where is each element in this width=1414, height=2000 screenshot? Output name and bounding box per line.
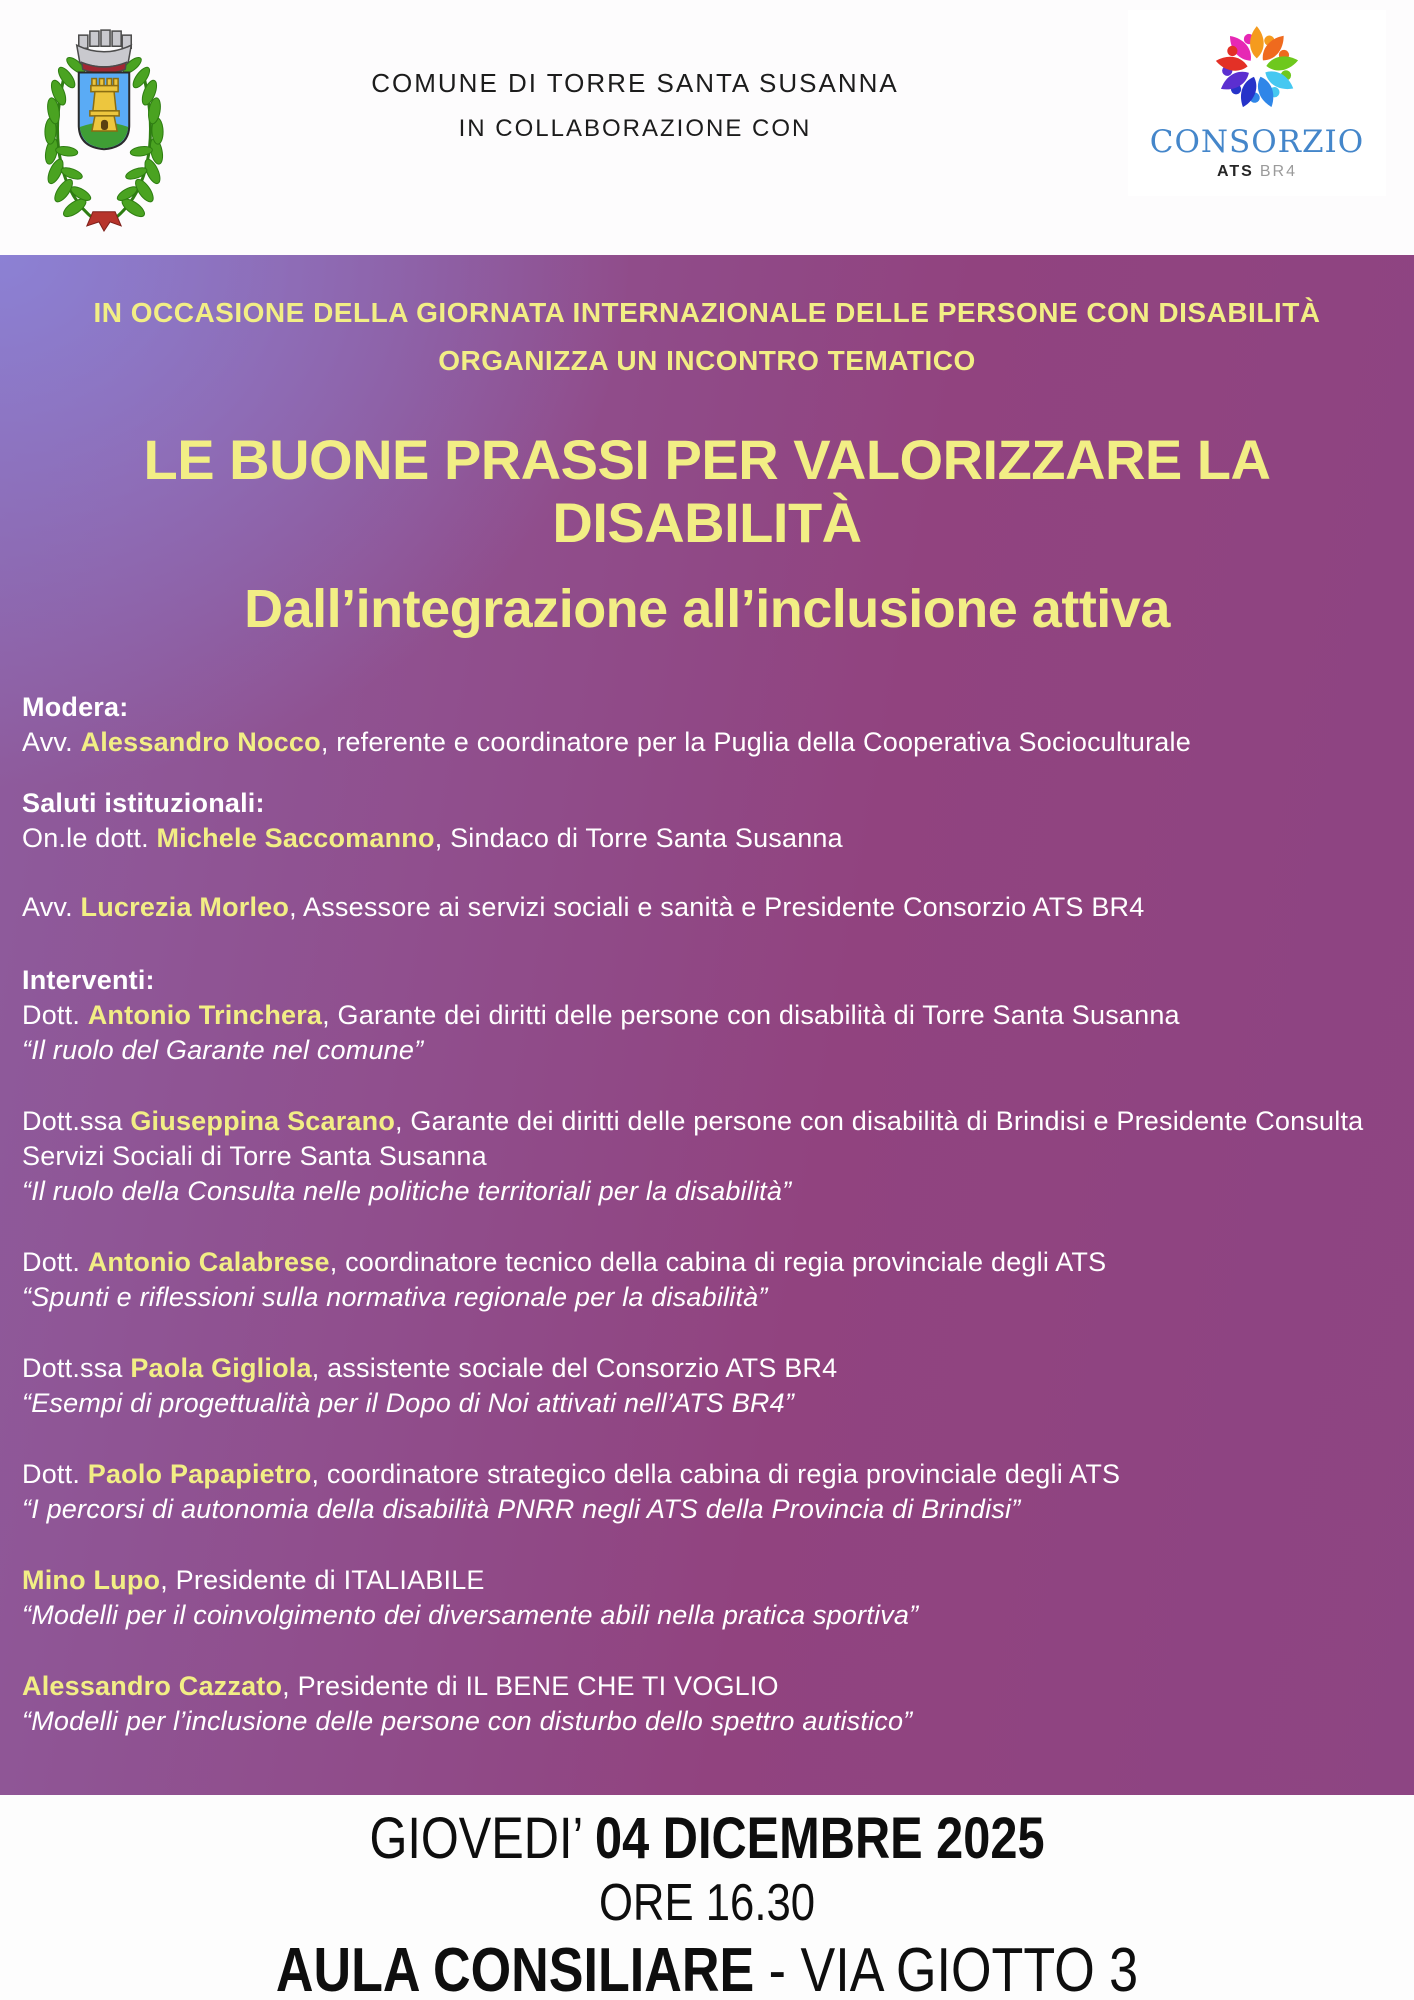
speaker-block [22, 1457, 1392, 1527]
occasion-line: IN OCCASIONE DELLA GIORNATA INTERNAZIONALE DELLE PERSONE CON DISABILITÀ [93, 297, 1321, 328]
speaker-block [22, 1245, 1392, 1315]
speaker-line [22, 1351, 1392, 1386]
event-venue: AULA CONSILIARE [275, 1936, 769, 2000]
speaker-role: , Garante dei diritti delle persone con disabilità di Brindisi e Presidente Consulta Servizi Sociali di Torre Santa Susanna [22, 1106, 1364, 1172]
speaker-line [22, 1104, 1392, 1174]
greetings-label: Saluti istituzionali: [22, 788, 265, 819]
greeting-line [22, 890, 1392, 925]
speaker-line [22, 1669, 1392, 1704]
speakers-section [22, 963, 1392, 1739]
speaker-block [22, 998, 1392, 1068]
meeting-line: ORGANIZZA UN INCONTRO TEMATICO [438, 345, 976, 376]
speaker-prefix: Dott. [22, 1459, 88, 1490]
speaker-role: , assistente sociale del Consorzio ATS BR4 [311, 1353, 838, 1384]
event-body [0, 255, 1414, 1795]
moderator-name: Alessandro Nocco [80, 727, 321, 758]
moderator-section [22, 690, 1392, 760]
speaker-talk-title: “I percorsi di autonomia della disabilità PNRR negli ATS della Provincia di Brindisi” [22, 1494, 1021, 1525]
consorzio-logo-title: CONSORZIO [1149, 124, 1365, 160]
event-time: ORE 16.30 [598, 1874, 816, 1932]
event-footer [0, 1795, 1414, 2000]
speaker-role: , Presidente di IL BENE CHE TI VOGLIO [282, 1671, 779, 1702]
speaker-prefix: Dott. [22, 1000, 88, 1031]
speaker-name: Antonio Trinchera [87, 1000, 323, 1031]
speaker-role: , Presidente di ITALIABILE [160, 1565, 485, 1596]
speaker-role: , coordinatore tecnico della cabina di regia provinciale degli ATS [329, 1247, 1107, 1278]
speaker-name: Giuseppina Scarano [130, 1106, 396, 1137]
speaker-talk-title: “Modelli per l’inclusione delle persone con disturbo dello spettro autistico” [22, 1706, 913, 1737]
speaker-block [22, 1104, 1392, 1209]
greeting-prefix: Avv. [22, 892, 81, 923]
consorzio-pinwheel-icon [1201, 10, 1313, 122]
speaker-block [22, 1563, 1392, 1633]
speaker-talk-title: “Modelli per il coinvolgimento dei diversamente abili nella pratica sportiva” [22, 1600, 919, 1631]
greeting-role: , Sindaco di Torre Santa Susanna [434, 823, 843, 854]
moderator-line [22, 725, 1392, 760]
organizer-name: COMUNE DI TORRE SANTA SUSANNA [371, 68, 899, 98]
speaker-name: Antonio Calabrese [87, 1247, 330, 1278]
poster-header [0, 0, 1414, 255]
speaker-talk-title: “Spunti e riflessioni sulla normativa regionale per la disabilità” [22, 1282, 768, 1313]
speaker-prefix: Dott. [22, 1247, 88, 1278]
moderator-prefix: Avv. [22, 727, 81, 758]
speaker-prefix: Dott.ssa [22, 1353, 131, 1384]
moderator-role: , referente e coordinatore per la Puglia della Cooperativa Socioculturale [320, 727, 1191, 758]
speaker-talk-title: “Il ruolo del Garante nel comune” [22, 1035, 424, 1066]
moderator-label: Modera: [22, 692, 129, 723]
speaker-line [22, 1457, 1392, 1492]
greeting-prefix: On.le dott. [22, 823, 157, 854]
speaker-block [22, 1669, 1392, 1739]
event-date: 04 DICEMBRE 2025 [595, 1806, 1045, 1871]
speaker-name: Paola Gigliola [130, 1353, 312, 1384]
event-venue-line [113, 1936, 1301, 2000]
speaker-prefix: Dott.ssa [22, 1106, 131, 1137]
speaker-talk-title: “Esempi di progettualità per il Dopo di Noi attivati nell’ATS BR4” [22, 1388, 795, 1419]
logo-br4-label: BR4 [1259, 163, 1297, 180]
speaker-name: Mino Lupo [22, 1565, 161, 1596]
speaker-name: Paolo Papapietro [87, 1459, 312, 1490]
event-date-line [113, 1806, 1301, 1871]
event-title-line2: DISABILITÀ [552, 490, 862, 554]
event-title-line1: LE BUONE PRASSI PER VALORIZZARE LA [143, 428, 1271, 491]
collaboration-line: IN COLLABORAZIONE CON [458, 115, 812, 142]
greeting-line [22, 821, 1392, 856]
speaker-role: , Garante dei diritti delle persone con disabilità di Torre Santa Susanna [322, 1000, 1180, 1031]
logo-ats-label: ATS [1217, 163, 1254, 180]
greeting-name: Lucrezia Morleo [80, 892, 290, 923]
speaker-talk-title: “Il ruolo della Consulta nelle politiche territoriali per la disabilità” [22, 1176, 792, 1207]
event-day: GIOVEDI’ [369, 1806, 596, 1871]
greeting-role: , Assessore ai servizi sociali e sanità e Presidente Consorzio ATS BR4 [289, 892, 1145, 923]
speaker-line [22, 1245, 1392, 1280]
speakers-label: Interventi: [22, 965, 155, 996]
greeting-name: Michele Saccomanno [156, 823, 435, 854]
consorzio-logo-subtitle [1217, 163, 1297, 181]
consorzio-logo [1128, 10, 1386, 196]
speaker-name: Alessandro Cazzato [22, 1671, 283, 1702]
event-subtitle: Dall’integrazione all’inclusione attiva [244, 579, 1170, 640]
speaker-role: , coordinatore strategico della cabina di regia provinciale degli ATS [311, 1459, 1121, 1490]
greetings-section [22, 786, 1392, 925]
speaker-line [22, 998, 1392, 1033]
header-organizer [0, 68, 1270, 143]
speaker-block [22, 1351, 1392, 1421]
speaker-line [22, 1563, 1392, 1598]
event-address: - VIA GIOTTO 3 [768, 1936, 1139, 2000]
